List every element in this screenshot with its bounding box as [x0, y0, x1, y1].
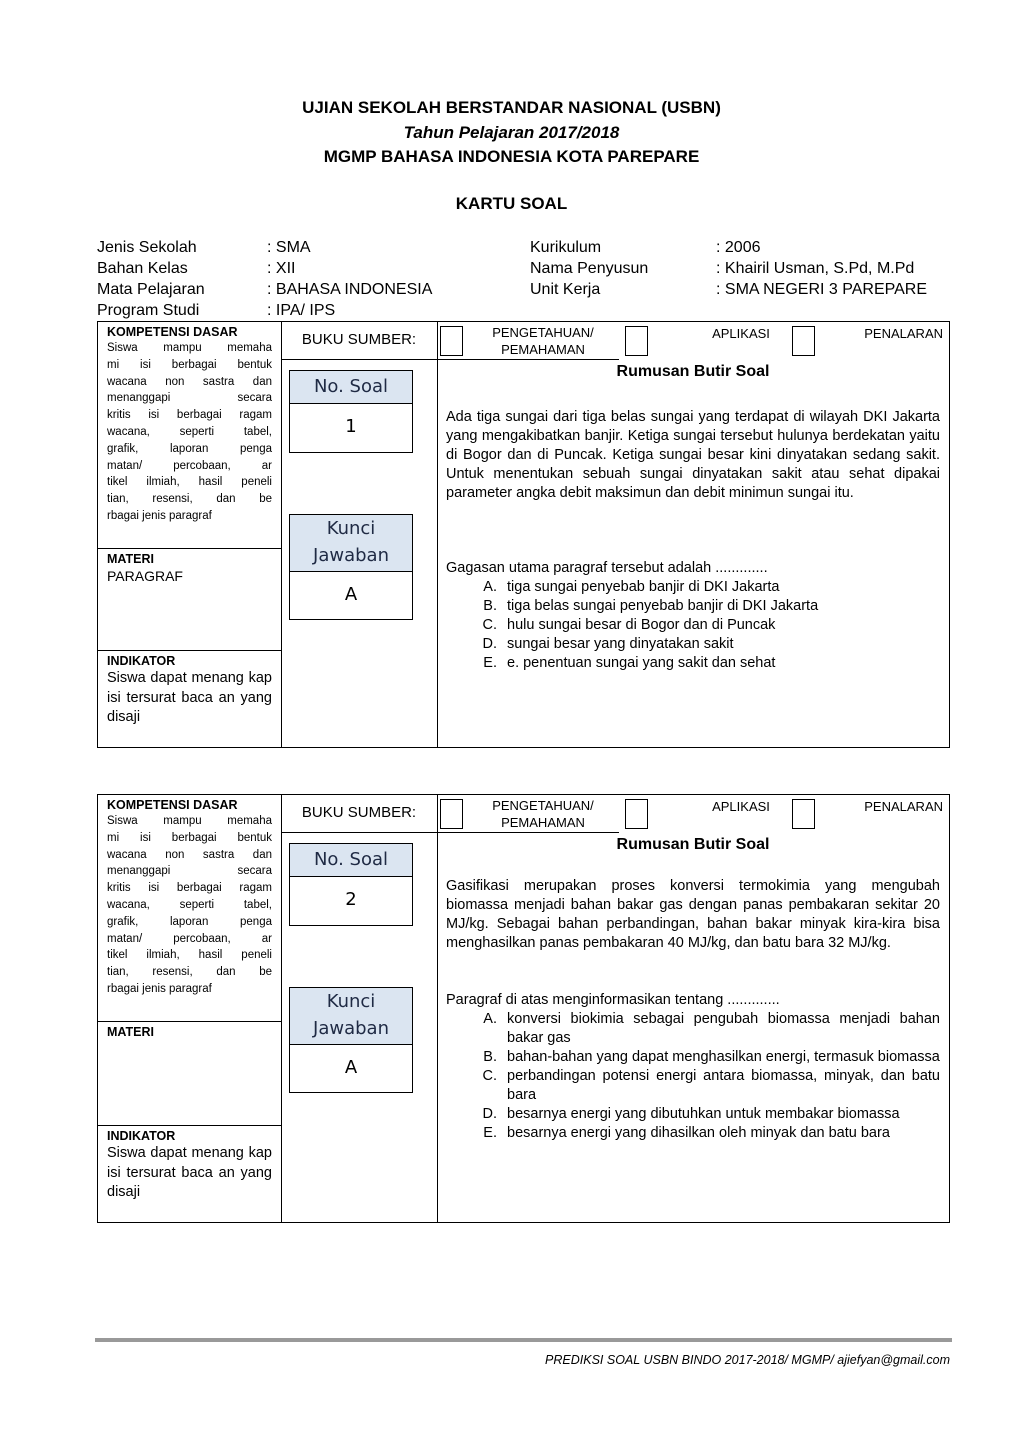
kd-line: tikel ilmiah, hasil peneli	[107, 949, 272, 962]
indikator-text: Siswa dapat menang kap isi tersurat baca an yang disaji	[107, 1145, 272, 1200]
card-mid-column	[281, 795, 438, 1222]
option-letter: C.	[482, 617, 497, 633]
indikator-title: INDIKATOR	[107, 1129, 176, 1143]
no-soal-label: No. Soal	[290, 371, 412, 404]
divider	[98, 650, 281, 651]
question-paragraph: Ada tiga sungai dari tiga belas sungai yang terdapat di wilayah DKI Jakarta yang mengakibatkan banjir. Ketiga sungai tersebut hulunya berdekatan yaitu di Bogor dan di Puncak. Ketiga sungai besar kini dinyatakan sedang sakit. Untuk menentukan sebuah sungai dinyatakan sakit atau sehat dipakai parameter angka debit maksimun dan debit minimun sungai itu.	[446, 409, 940, 501]
kd-line: matan/ percobaan, ar	[107, 459, 272, 472]
kd-line: kritis isi berbagai ragam	[107, 409, 272, 422]
footer-divider	[95, 1338, 952, 1342]
option-letter: A.	[483, 579, 497, 595]
question-stem: Paragraf di atas menginformasikan tentang .............	[446, 992, 780, 1008]
option-text: besarnya energi yang dihasilkan oleh minyak dan batu bara	[507, 1125, 890, 1141]
question-block	[446, 559, 940, 673]
info-value: : SMA NEGERI 3 PAREPARE	[716, 281, 928, 298]
answer-option[interactable]	[446, 635, 940, 654]
kd-line: wacana, seperti tabel,	[107, 425, 272, 438]
info-value: : BAHASA INDONESIA	[267, 281, 433, 298]
card-right-column	[437, 322, 949, 747]
info-label: Kurikulum	[530, 239, 602, 256]
info-label: Jenis Sekolah	[97, 239, 197, 256]
materi-section	[98, 551, 281, 586]
info-label: Program Studi	[97, 302, 200, 319]
kompetensi-section	[98, 324, 281, 525]
rumusan-title: Rumusan Butir Soal	[616, 836, 770, 853]
info-value: : 2006	[716, 239, 761, 256]
no-soal-value: 1	[345, 416, 357, 437]
info-value: : SMA	[267, 239, 311, 256]
kd-line: mi isi berbagai bentuk	[107, 358, 272, 371]
option-text: konversi biokimia sebagai pengubah biomassa menjadi bahan bakar gas	[507, 1011, 940, 1046]
header-title: UJIAN SEKOLAH BERSTANDAR NASIONAL (USBN)	[302, 98, 721, 117]
kd-line: tian, resensi, dan be	[107, 493, 272, 506]
header-year: Tahun Pelajaran 2017/2018	[403, 123, 620, 142]
answer-option[interactable]	[446, 1048, 940, 1067]
materi-value: PARAGRAF	[107, 568, 183, 584]
checkbox-pengetahuan[interactable]	[440, 799, 463, 829]
kunci-value: A	[344, 584, 358, 605]
category-penalaran: PENALARAN	[864, 799, 943, 814]
category-label-line: PEMAHAMAN	[501, 342, 585, 357]
kd-line: grafik, laporan penga	[107, 915, 272, 928]
divider	[281, 359, 437, 360]
kompetensi-title: KOMPETENSI DASAR	[107, 325, 238, 339]
checkbox-penalaran[interactable]	[792, 799, 815, 829]
kunci-box	[289, 514, 413, 620]
kd-line: mi isi berbagai bentuk	[107, 831, 272, 844]
kunci-label-line: Jawaban	[313, 1018, 389, 1039]
option-text: perbandingan potensi energi antara biomassa, minyak, dan batu bara	[507, 1068, 940, 1103]
no-soal-label: No. Soal	[290, 844, 412, 877]
rumusan-title: Rumusan Butir Soal	[616, 363, 770, 380]
option-letter: E.	[483, 1125, 497, 1141]
materi-section	[98, 1024, 281, 1040]
kunci-box	[289, 987, 413, 1093]
card-left-column	[98, 322, 282, 747]
divider	[281, 832, 437, 833]
kunci-label-line: Jawaban	[313, 545, 389, 566]
option-text: bahan-bahan yang dapat menghasilkan energi, termasuk biomassa	[507, 1049, 940, 1065]
question-card-2	[97, 794, 950, 1223]
divider	[437, 359, 619, 360]
kd-line: grafik, laporan penga	[107, 442, 272, 455]
option-text: besarnya energi yang dibutuhkan untuk membakar biomassa	[507, 1106, 900, 1122]
option-letter: B.	[483, 1049, 497, 1065]
kd-line: tian, resensi, dan be	[107, 966, 272, 979]
divider	[98, 1021, 281, 1022]
option-text: hulu sungai besar di Bogor dan di Puncak	[507, 617, 776, 633]
option-letter: C.	[482, 1068, 497, 1084]
answer-option[interactable]	[446, 597, 940, 616]
card-left-column	[98, 795, 282, 1222]
divider	[437, 832, 619, 833]
info-label: Bahan Kelas	[97, 260, 188, 277]
divider	[98, 548, 281, 549]
category-label-line: PEMAHAMAN	[501, 815, 585, 830]
kartu-soal-title: KARTU SOAL	[455, 194, 568, 213]
answer-option[interactable]	[446, 1124, 940, 1143]
info-label: Mata Pelajaran	[97, 281, 205, 298]
kd-line: wacana non sastra dan	[107, 375, 272, 388]
buku-sumber-label: BUKU SUMBER:	[301, 331, 417, 348]
answer-option[interactable]	[446, 1067, 940, 1105]
kunci-label	[290, 988, 412, 1045]
category-aplikasi: APLIKASI	[712, 799, 770, 814]
footer-text: PREDIKSI SOAL USBN BINDO 2017-2018/ MGMP/ ajiefyan@gmail.com	[545, 1353, 950, 1367]
answer-option[interactable]	[446, 654, 940, 673]
divider	[98, 1125, 281, 1126]
category-label-line: PENGETAHUAN/	[492, 325, 594, 340]
option-letter: B.	[483, 598, 497, 614]
category-label-line: PENGETAHUAN/	[492, 798, 594, 813]
kd-line: menanggapi secara	[107, 392, 272, 405]
kompetensi-section	[98, 797, 281, 998]
checkbox-pengetahuan[interactable]	[440, 326, 463, 356]
option-letter: E.	[483, 655, 497, 671]
checkbox-aplikasi[interactable]	[625, 326, 648, 356]
kompetensi-text	[107, 813, 272, 998]
question-block	[446, 991, 940, 1143]
info-label: Nama Penyusun	[530, 260, 649, 277]
no-soal-box	[289, 370, 413, 453]
answer-option[interactable]	[446, 578, 940, 597]
option-text: tiga sungai penyebab banjir di DKI Jakarta	[507, 579, 780, 595]
header-mgmp: MGMP BAHASA INDONESIA KOTA PAREPARE	[323, 147, 700, 166]
option-letter: D.	[482, 636, 497, 652]
checkbox-aplikasi[interactable]	[625, 799, 648, 829]
info-label: Unit Kerja	[530, 281, 601, 298]
kunci-label-line: Kunci	[326, 518, 376, 539]
kd-line: wacana non sastra dan	[107, 848, 272, 861]
card-right-column	[437, 795, 949, 1222]
option-text: e. penentuan sungai yang sakit dan sehat	[507, 655, 776, 671]
kd-line: Siswa mampu memaha	[107, 815, 272, 827]
option-text: tiga belas sungai penyebab banjir di DKI Jakarta	[507, 598, 819, 614]
materi-title: MATERI	[107, 552, 154, 566]
kd-line: rbagai jenis paragraf	[107, 982, 212, 995]
kd-line: matan/ percobaan, ar	[107, 932, 272, 945]
kompetensi-text	[107, 340, 272, 525]
card-mid-column	[281, 322, 438, 747]
question-stem: Gagasan utama paragraf tersebut adalah .............	[446, 560, 768, 576]
answer-option[interactable]	[446, 616, 940, 635]
question-paragraph: Gasifikasi merupakan proses konversi termokimia yang mengubah biomassa menjadi bahan bakar gas dengan panas pembakaran sekitar 20 MJ/kg. Sebagai bahan perbandingan, bahan bakar minyak kira-kira bisa menghasilkan panas pembakaran 40 MJ/kg, dan batu bara 32 MJ/kg.	[446, 878, 940, 951]
kd-line: kritis isi berbagai ragam	[107, 882, 272, 895]
buku-sumber-label: BUKU SUMBER:	[301, 804, 417, 821]
option-letter: A.	[483, 1011, 497, 1027]
kd-line: wacana, seperti tabel,	[107, 898, 272, 911]
option-text: sungai besar yang dinyatakan sakit	[507, 636, 734, 652]
indikator-section	[98, 1128, 281, 1203]
category-penalaran: PENALARAN	[864, 326, 943, 341]
option-letter: D.	[482, 1106, 497, 1122]
materi-title: MATERI	[107, 1025, 154, 1039]
no-soal-box	[289, 843, 413, 926]
no-soal-value: 2	[345, 889, 357, 910]
kunci-label	[290, 515, 412, 572]
kd-line: tikel ilmiah, hasil peneli	[107, 476, 272, 489]
checkbox-penalaran[interactable]	[792, 326, 815, 356]
info-value: : Khairil Usman, S.Pd, M.Pd	[716, 260, 915, 277]
kompetensi-title: KOMPETENSI DASAR	[107, 798, 238, 812]
indikator-text: Siswa dapat menang kap isi tersurat baca an yang disaji	[107, 670, 272, 725]
indikator-section	[98, 653, 281, 728]
category-aplikasi: APLIKASI	[712, 326, 770, 341]
info-value: : IPA/ IPS	[267, 302, 336, 319]
kd-line: Siswa mampu memaha	[107, 342, 272, 354]
kunci-label-line: Kunci	[326, 991, 376, 1012]
answer-option[interactable]	[446, 1105, 940, 1124]
info-value: : XII	[267, 260, 296, 277]
indikator-title: INDIKATOR	[107, 654, 176, 668]
category-pengetahuan	[467, 797, 619, 831]
kd-line: rbagai jenis paragraf	[107, 509, 212, 522]
answer-option[interactable]	[446, 1010, 940, 1048]
kd-line: menanggapi secara	[107, 865, 272, 878]
question-card-1	[97, 321, 950, 748]
kunci-value: A	[344, 1057, 358, 1078]
category-pengetahuan	[467, 324, 619, 358]
